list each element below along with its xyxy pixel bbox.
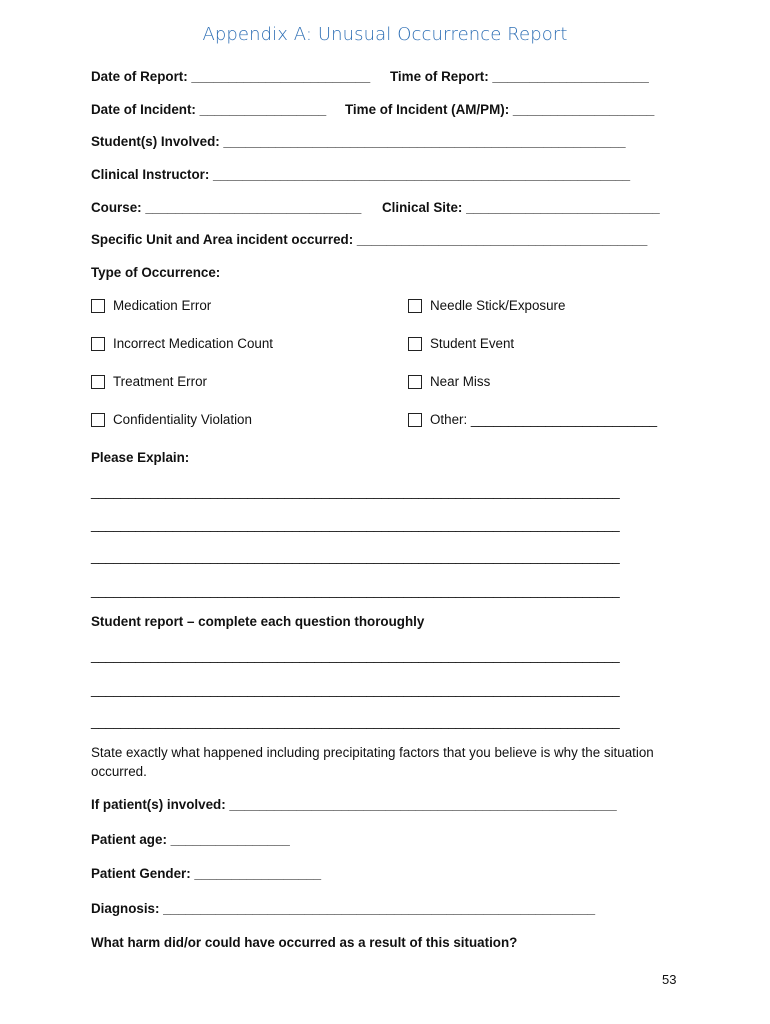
- date-of-report-field[interactable]: Date of Report: ________________________: [91, 69, 371, 84]
- page-title: Appendix A: Unusual Occurrence Report: [202, 24, 568, 45]
- report-line-1[interactable]: _______________________________________________________________________: [91, 648, 620, 663]
- checkbox-square-icon: [91, 413, 105, 427]
- checkbox-label: Incorrect Medication Count: [113, 336, 274, 351]
- explain-line-3[interactable]: _______________________________________________________________________: [91, 549, 620, 564]
- explain-line-4[interactable]: _______________________________________________________________________: [91, 583, 620, 598]
- checkbox-square-icon: [408, 413, 422, 427]
- checkbox-student-event[interactable]: [408, 336, 514, 352]
- checkbox-needle-stick[interactable]: [408, 298, 565, 314]
- checkbox-label: Needle Stick/Exposure: [430, 298, 566, 313]
- explain-line-2[interactable]: _______________________________________________________________________: [91, 517, 620, 532]
- checkbox-incorrect-count[interactable]: [91, 336, 273, 352]
- checkbox-confidentiality[interactable]: [91, 412, 252, 428]
- checkbox-square-icon: [91, 375, 105, 389]
- specific-unit-field[interactable]: Specific Unit and Area incident occurred: _______________________________________: [91, 232, 648, 247]
- checkbox-label: Medication Error: [113, 298, 212, 313]
- checkbox-square-icon: [408, 299, 422, 313]
- patient-gender-field[interactable]: Patient Gender: _________________: [91, 866, 322, 881]
- date-of-incident-field[interactable]: Date of Incident: _________________: [91, 102, 327, 117]
- checkbox-label: Confidentiality Violation: [113, 412, 252, 427]
- course-field[interactable]: Course: _____________________________: [91, 200, 362, 215]
- clinical-instructor-field[interactable]: Clinical Instructor: ________________________________________________________: [91, 167, 631, 182]
- checkbox-near-miss[interactable]: [408, 374, 490, 390]
- type-of-occurrence-label: Type of Occurrence:: [91, 265, 221, 280]
- checkbox-square-icon: [408, 375, 422, 389]
- checkbox-label: Other: _________________________: [430, 412, 658, 427]
- please-explain-label: Please Explain:: [91, 450, 190, 465]
- checkbox-square-icon: [408, 337, 422, 351]
- clinical-site-field[interactable]: Clinical Site: __________________________: [382, 200, 660, 215]
- page-number: 53: [662, 972, 677, 987]
- explain-line-1[interactable]: _______________________________________________________________________: [91, 484, 620, 499]
- checkbox-label: Student Event: [430, 336, 515, 351]
- checkbox-other[interactable]: [408, 412, 657, 428]
- time-of-incident-field[interactable]: Time of Incident (AM/PM): ___________________: [345, 102, 655, 117]
- checkbox-medication-error[interactable]: [91, 298, 211, 314]
- state-exactly-instructions: State exactly what happened including precipitating factors that you believe is why the situation occurred.: [91, 745, 654, 779]
- report-line-2[interactable]: _______________________________________________________________________: [91, 682, 620, 697]
- students-involved-field[interactable]: Student(s) Involved: ______________________________________________________: [91, 134, 626, 149]
- checkbox-square-icon: [91, 299, 105, 313]
- checkbox-treatment-error[interactable]: [91, 374, 207, 390]
- harm-question: What harm did/or could have occurred as a result of this situation?: [91, 935, 518, 950]
- time-of-report-field[interactable]: Time of Report: _____________________: [390, 69, 649, 84]
- checkbox-label: Treatment Error: [113, 374, 208, 389]
- patient-age-field[interactable]: Patient age: ________________: [91, 832, 290, 847]
- diagnosis-field[interactable]: Diagnosis: __________________________________________________________: [91, 901, 596, 916]
- report-line-3[interactable]: _______________________________________________________________________: [91, 714, 620, 729]
- checkbox-label: Near Miss: [430, 374, 491, 389]
- student-report-heading: Student report – complete each question thoroughly: [91, 614, 425, 629]
- patients-involved-field[interactable]: If patient(s) involved: ____________________________________________________: [91, 797, 617, 812]
- checkbox-square-icon: [91, 337, 105, 351]
